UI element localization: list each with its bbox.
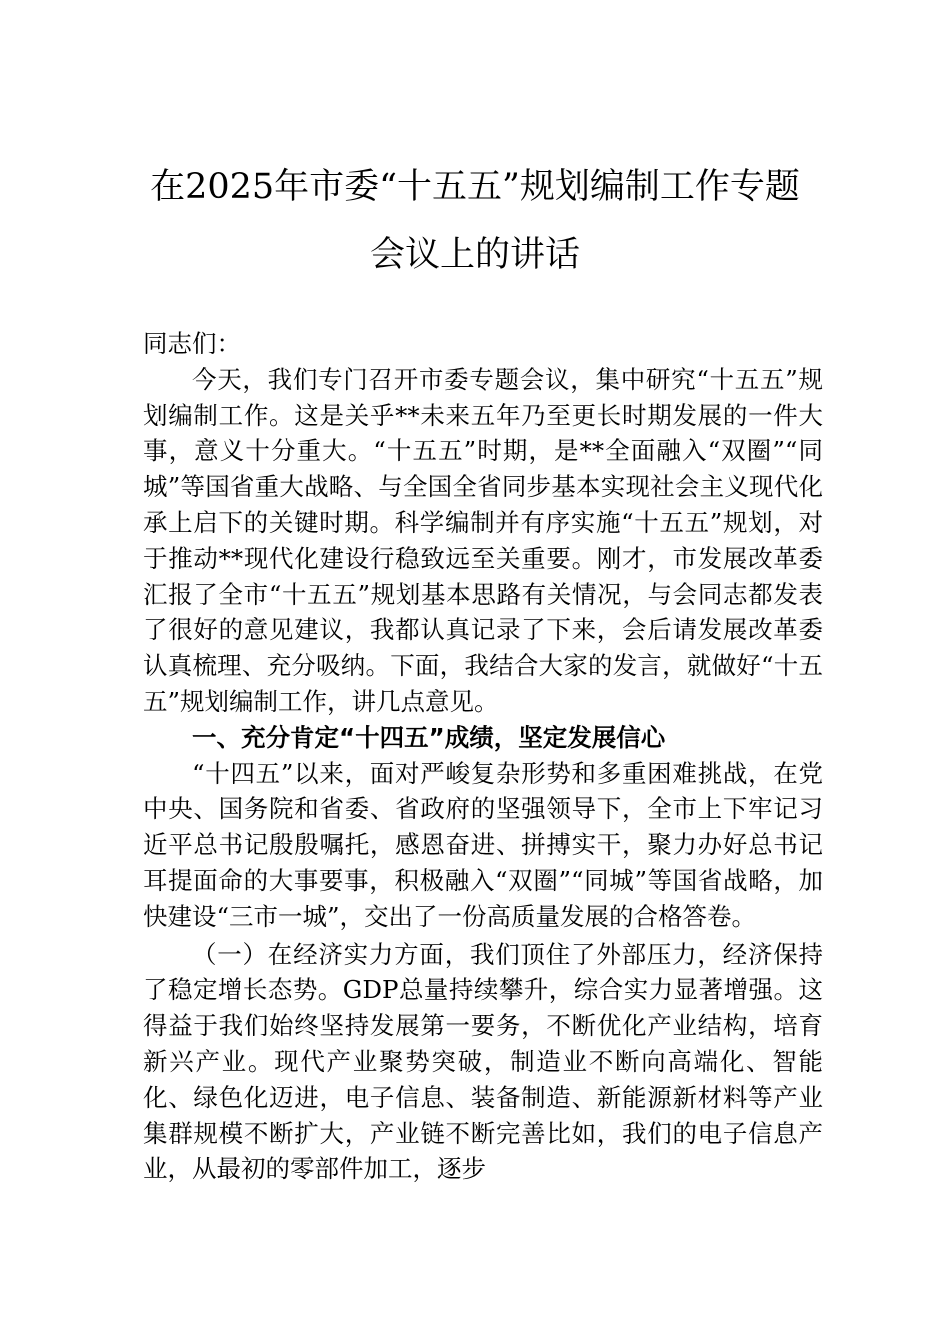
section-1-heading: 一、充分肯定“十四五”成绩，坚定发展信心 <box>192 722 666 752</box>
subsection-1-paragraph: （一）在经济实力方面，我们顶住了外部压力，经济保持了稳定增长态势。GDP总量持续攀升，综合实力显著增强。这得益于我们始终坚持发展第一要务，不断优化产业结构，培育新兴产业。现代产业聚势突破，制造业不断向高端化、智能化、绿色化迈进，电子信息、装备制造、新能源新材料等产业集群规模不断扩大，产业链不断完善比如，我们的电子信息产业，从最初的零部件加工，逐步 <box>143 939 823 1184</box>
document-title-line-1: 在2025年市委“十五五”规划编制工作专题 <box>150 167 800 207</box>
document-title-line-2: 会议上的讲话 <box>369 235 580 275</box>
opening-paragraph: 今天，我们专门召开市委专题会议，集中研究“十五五”规划编制工作。这是关乎**未来五年乃至更长时期发展的一件大事，意义十分重大。“十五五”时期，是**全面融入“双圈”“同城”等国省重大战略、与全国全省同步基本实现社会主义现代化承上启下的关键时期。科学编制并有序实施“十五五”规划，对于推动**现代化建设行稳致远至关重要。刚才，市发展改革委汇报了全市“十五五”规划基本思路有关情况，与会同志都发表了很好的意见建议，我都认真记录了下来，会后请发展改革委认真梳理、充分吸纳。下面，我结合大家的发言，就做好“十五五”规划编制工作，讲几点意见。 <box>143 364 823 716</box>
salutation: 同志们： <box>143 329 241 358</box>
section-1-paragraph: “十四五”以来，面对严峻复杂形势和多重困难挑战，在党中央、国务院和省委、省政府的坚强领导下，全市上下牢记习近平总书记殷殷嘱托，感恩奋进、拼搏实干，聚力办好总书记耳提面命的大事要事，积极融入“双圈”“同城”等国省战略，加快建设“三市一城”，交出了一份高质量发展的合格答卷。 <box>143 758 823 931</box>
document-body <box>143 326 823 1187</box>
